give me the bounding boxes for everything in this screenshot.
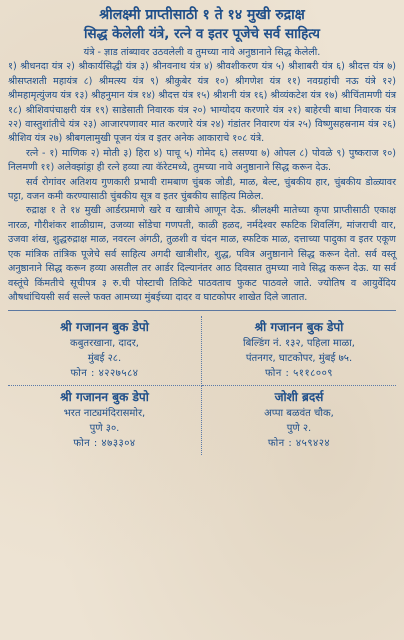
shop-phone: फोन : ५११८००९ <box>265 368 333 380</box>
shop-name: श्री गजानन बुक डेपो <box>60 390 149 405</box>
shop-ghatkopar <box>202 316 396 386</box>
magnet-paragraph: सर्व रोगांवर अतिशय गुणकारी प्रभावी रामबाण चुंबक जोडी, माळ, बेल्ट, चुंबकीय हार, चुंबकीय डोळ्यावर पट्टा, वजन कमी करण्यासाठी चुंबकीय सूत्र व इतर चुंबकीय साहित्य मिळेल. <box>8 176 396 203</box>
shop-address-line: पुणे ३०. <box>89 423 120 435</box>
shop-address-line: भरत नाट्यमंदिरासमोर, <box>63 408 146 420</box>
shop-phone: फोन : ४२२७५८४ <box>70 368 139 380</box>
yantra-intro: यंत्रे - ज्ञाड तांब्यावर उठवलेली व तुमच्या नावे अनुष्ठानाने सिद्ध केलेली. <box>83 47 321 58</box>
yantra-list: १) श्रीधनदा यंत्र २) श्रीकार्यसिद्धी यंत्र ३) श्रीनवनाथ यंत्र ४) श्रीवशीकरण यंत्र ५) श्रीशाबरी यंत्र ६) श्रीदत्त यंत्र ७) श्रीसप्तशती महायंत्र ८) श्रीमत्स्य यंत्र ९) श्रीकुबेर यंत्र १०) श्रीगणेश यंत्र ११) नवग्रहांची नऊ यंत्रे १२) श्रीमहामृत्युंजय यंत्र १३) श्रीहनुमान यंत्र १४) श्रीदत्त यंत्र १५) श्रीशनी यंत्र १६) श्रीव्यंकटेश यंत्र १७) श्रीचिंतामणी यंत्र १८) श्रीशिवपंचाक्षरी यंत्र १९) साडेसाती निवारक यंत्र २०) भाग्योदय करणारे यंत्र २१) बाहेरची बाधा निवारक यंत्र २२) वास्तुशांतीचे यंत्र २३) आजारपणावर मात करणारे यंत्र २४) गंडांतर निवारण यंत्र २५) विष्णुसहस्रनाम यंत्र २६) श्रीशिव यंत्र २७) श्रीबगलामुखी पूजन यंत्र व इतर अनेक आकाराचे १०८ यंत्रे. <box>8 61 396 145</box>
gems-paragraph: रत्ने - १) माणिक २) मोती ३) हिरा ४) पाचू ५) गोमेद ६) लसण्या ७) ओपल ८) पोवळे ९) पुष्कराज १०) निलमणी ११) अलेक्झांड्रा ही रत्ने हव्या त्या कॅरेटमध्ये, तुमच्या नावे अनुष्ठानाने सिद्ध करून देऊ. <box>8 147 396 174</box>
shop-pune-bharat <box>8 386 202 455</box>
shop-address-line: पुणे २. <box>286 423 312 435</box>
page-subtitle: सिद्ध केलेली यंत्रे, रत्ने व इतर पूजेचे सर्व साहित्य <box>83 26 321 42</box>
shop-phone: फोन : ४५९४२४ <box>267 438 331 450</box>
shop-address-line: पंतनगर, घाटकोपर, मुंबई ७५. <box>245 353 353 365</box>
shop-address-line: बिल्डिंग नं. १३२, पहिला माळा, <box>243 338 355 350</box>
divider <box>8 310 396 311</box>
shop-name: श्री गजानन बुक डेपो <box>254 320 344 335</box>
shop-address-line: अप्पा बळवंत चौक, <box>264 408 334 420</box>
shop-name: श्री गजानन बुक डेपो <box>60 320 149 335</box>
shop-address-line: मुंबई २८. <box>87 353 122 365</box>
rudraksha-paragraph: रुद्राक्ष १ ते १४ मुखी आर्डरप्रमाणे खरे व खात्रीचे आणून देऊ. श्रीलक्ष्मी मातेच्या कृपा प्राप्तीसाठी एकाक्ष नारळ, गौरीशंकर शाळीग्राम, उजव्या सोंडेचा गणपती, काळी हळद, नर्मदेश्वर स्फटिक शिवलिंग, मांजराची वार, उजवा शंख, शुद्धरुद्राक्ष माळ, नवरत्न अंगठी, तुळशी व चंदन माळ, स्फटिक माळ, दत्ताच्या पादुका व इतर एकूण एक मांत्रिक तांत्रिक पूजेचे सर्व साहित्य अगदी खात्रीशीर, शुद्ध, पवित्र अनुष्ठानाने सिद्ध करून देतो. सर्व वस्तू अनुष्ठानाने सिद्ध करून हव्या असतील तर आर्डर दिल्यानंतर आठ दिवसात तुमच्या नावे सिद्ध करून देऊ. या सर्व वस्तूंचे किंमतीचे सूचीपत्र ३ रु.ची पोस्टाची तिकिटे पाठवताच फुकट पाठवले जाते. ज्योतिष व आयुर्वेदिय औषधांचियसी सर्व सल्ले फक्त आमच्या मुंबईच्या दादर व घाटकोपर शाखेत दिले जातात. <box>8 205 396 303</box>
shop-address-line: कबुतरखाना, दादर, <box>70 338 139 350</box>
shop-name: जोशी ब्रदर्स <box>274 390 324 405</box>
shop-phone: फोन : ४७३३०४ <box>73 438 136 450</box>
shop-addresses <box>8 316 396 455</box>
page-title: श्रीलक्ष्मी प्राप्तीसाठी १ ते १४ मुखी रुद्राक्ष <box>99 7 305 23</box>
shop-joshi-brothers <box>202 386 396 455</box>
body-text <box>8 46 396 305</box>
shop-dadar <box>8 316 202 386</box>
